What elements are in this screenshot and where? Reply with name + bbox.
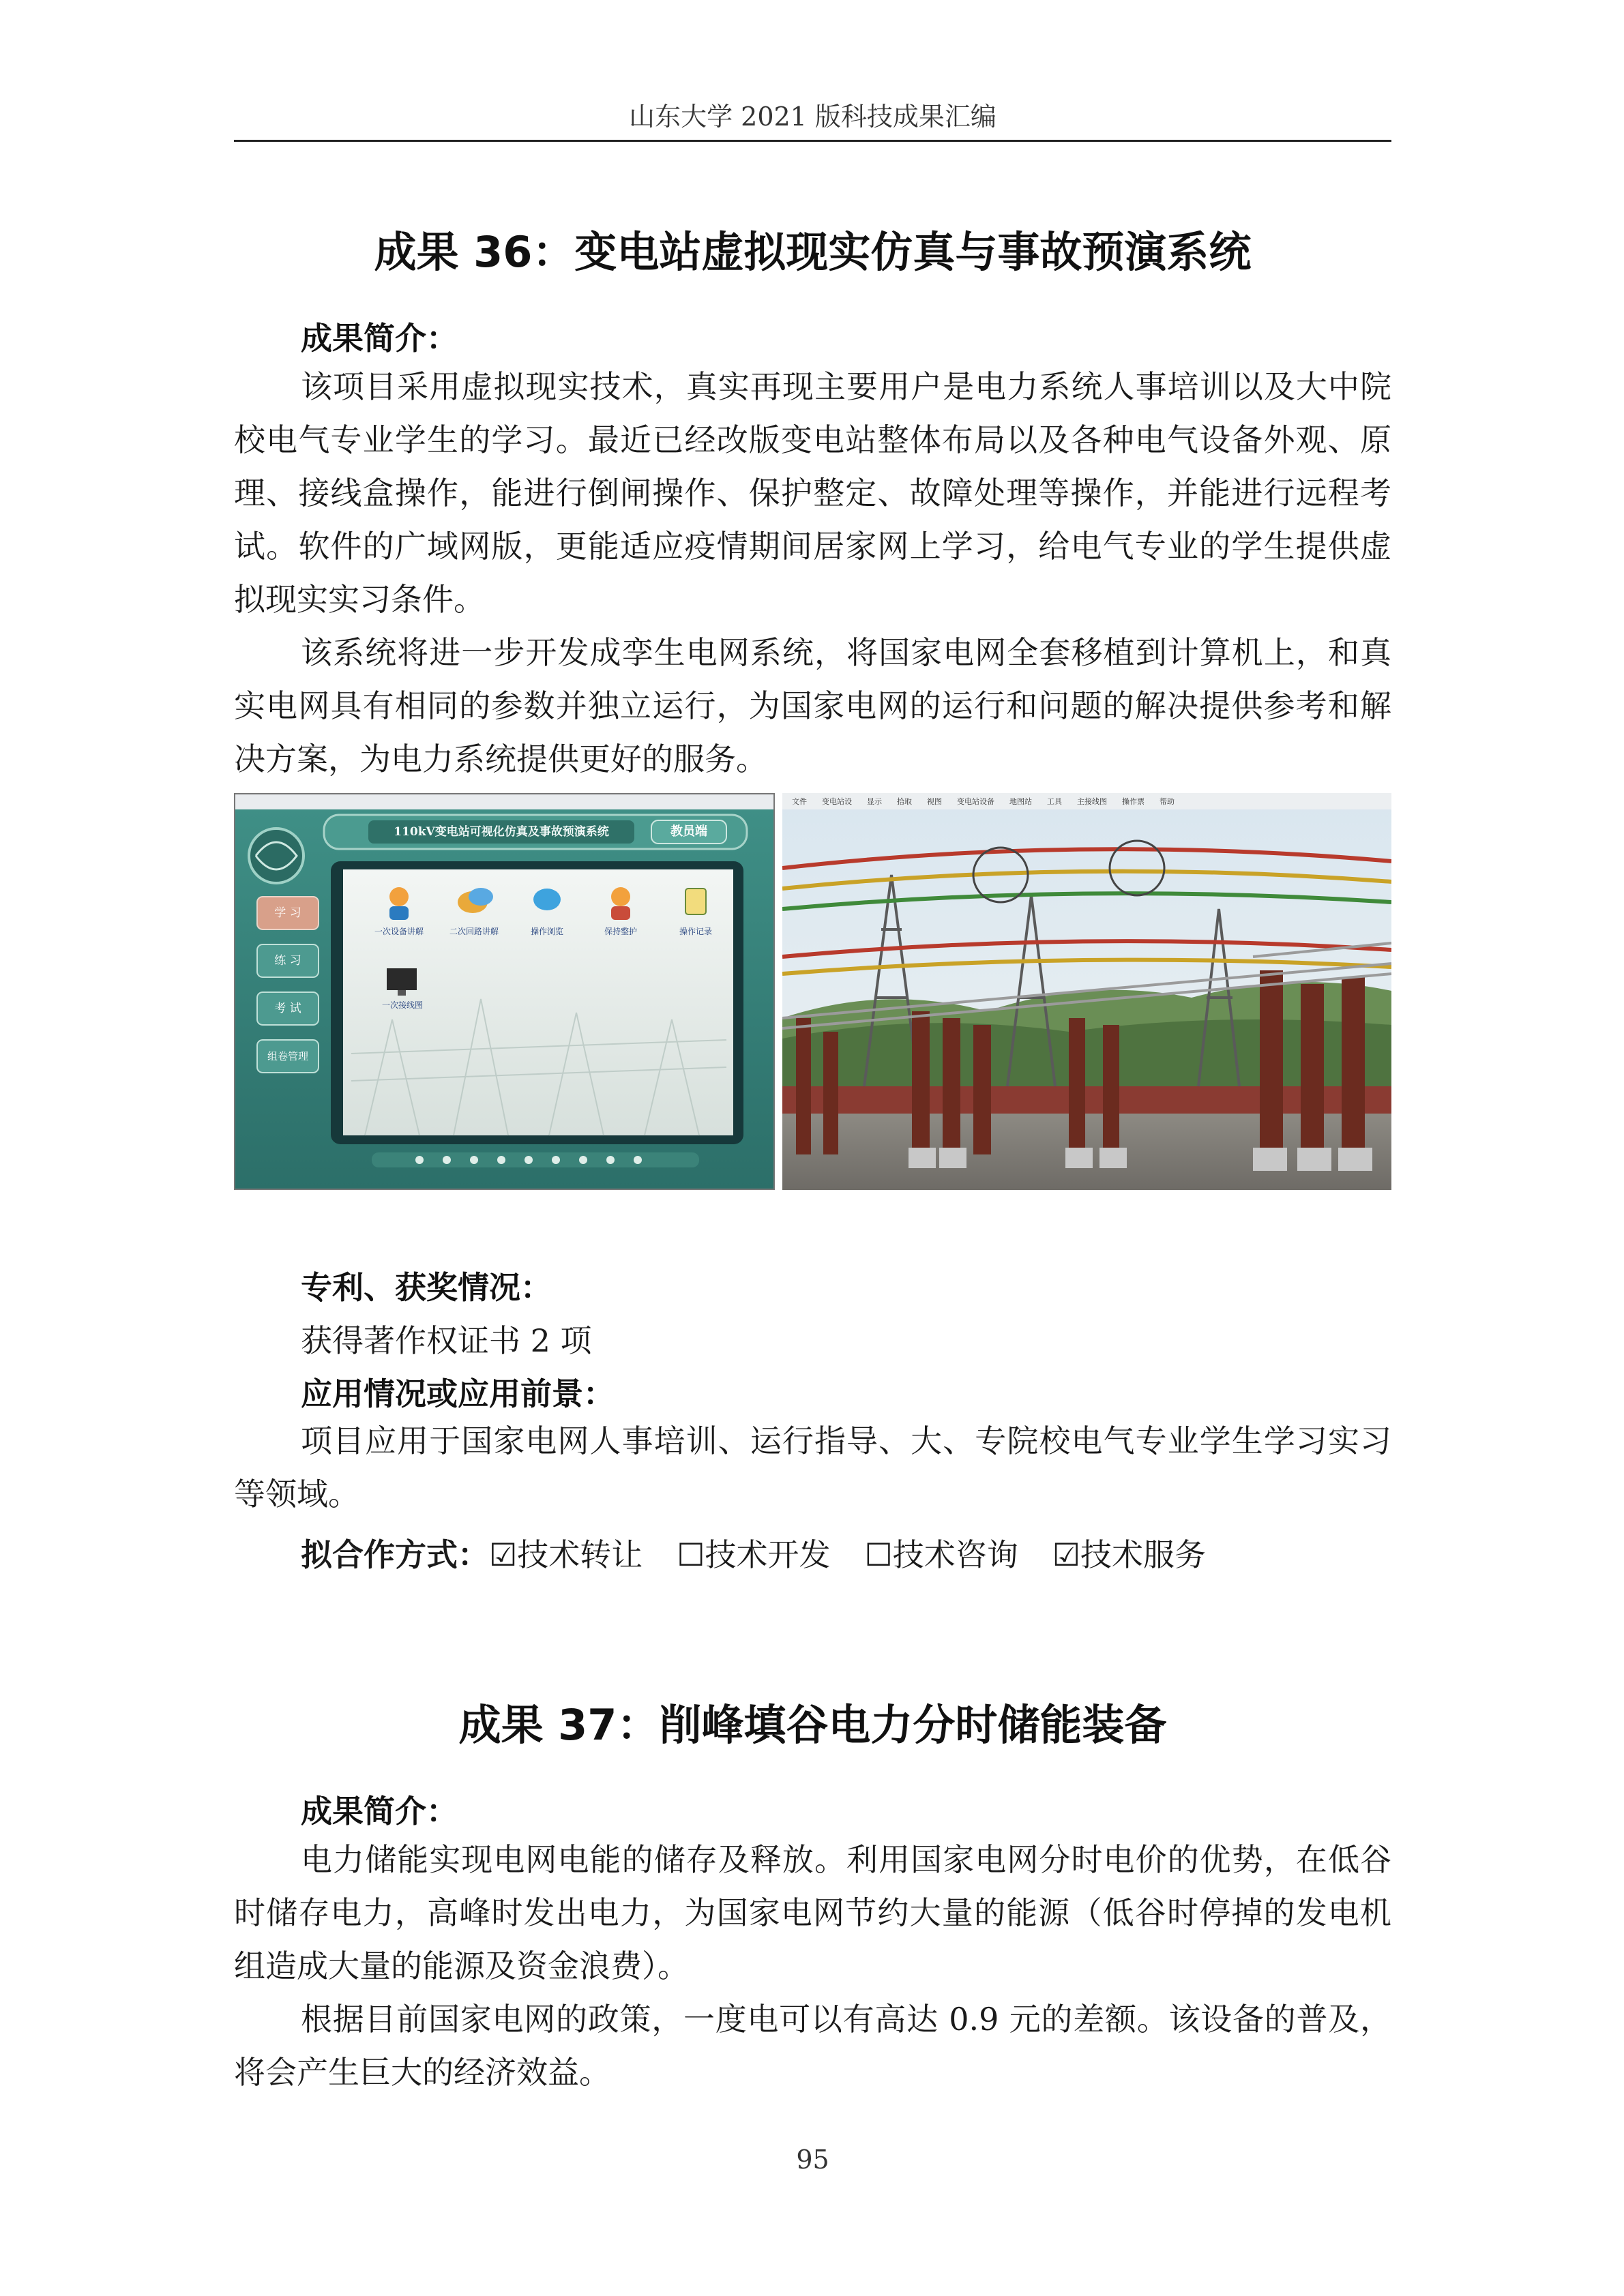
section-37-paragraph-1: 电力储能实现电网电能的储存及释放。利用国家电网分时电价的优势，在低谷时储存电力，高峰时发出电力，为国家电网节约大量的能源（低谷时停掉的发电机组造成大量的能源及资金浪费）。 (234, 1841, 1391, 1984)
icon-label-operation-browse[interactable]: 操作浏览 (530, 927, 563, 936)
page-number: 95 (796, 2145, 829, 2175)
substation-3d-drawing (782, 793, 1391, 1190)
patent-text: 获得著作权证书 2 项 (301, 1322, 592, 1359)
role-button[interactable]: 教员端 (670, 824, 707, 839)
section-37-intro-label: 成果简介： (301, 1793, 458, 1830)
checkbox-icon[interactable]: ☐ (864, 1536, 893, 1573)
menu-item[interactable]: 显示 (867, 797, 882, 806)
icon-label-secondary-circuit[interactable]: 二次回路讲解 (449, 927, 499, 936)
checkbox-icon[interactable]: ☑ (489, 1536, 518, 1573)
side-button-study[interactable]: 学 习 (274, 906, 301, 920)
side-button-paper-management[interactable]: 组卷管理 (267, 1050, 308, 1062)
menu-item[interactable]: 操作票 (1122, 797, 1145, 806)
software-screenshot-drawing (235, 794, 773, 1189)
menu-item[interactable]: 变电站设备 (957, 797, 994, 806)
icon-label-operation-record[interactable]: 操作记录 (679, 927, 712, 936)
side-button-practice[interactable]: 练 习 (274, 954, 301, 968)
section-36-title: 成果 36：变电站虚拟现实仿真与事故预演系统 (374, 227, 1252, 277)
patent-label: 专利、获奖情况： (301, 1269, 552, 1306)
menu-item[interactable]: 文件 (792, 797, 807, 806)
menu-item[interactable]: 拾取 (897, 797, 912, 806)
cooperation-row (301, 1530, 1206, 1575)
cooperation-option-service[interactable]: ☑技术服务 (1052, 1536, 1206, 1573)
menu-item[interactable]: 工具 (1047, 797, 1062, 806)
application-label: 应用情况或应用前景： (301, 1375, 615, 1412)
section-37-title: 成果 37：削峰填谷电力分时储能装备 (458, 1700, 1167, 1750)
section-36-intro-label: 成果简介： (301, 320, 458, 357)
render-menu-bar (782, 793, 1391, 809)
checkbox-icon[interactable]: ☐ (677, 1536, 705, 1573)
menu-item[interactable]: 主接线图 (1077, 797, 1107, 806)
cooperation-label: 拟合作方式： (301, 1536, 489, 1573)
substation-3d-figure (782, 793, 1391, 1190)
cooperation-option-transfer[interactable]: ☑技术转让 (489, 1536, 643, 1573)
app-window-title: 110kV变电站可视化仿真及事故预演系统 (394, 825, 609, 839)
menu-item[interactable]: 地图站 (1009, 797, 1032, 806)
section-36-paragraph-2: 该系统将进一步开发成孪生电网系统，将国家电网全套移植到计算机上，和真实电网具有相同的参数并独立运行，为国家电网的运行和问题的解决提供参考和解决方案，为电力系统提供更好的服务。 (234, 634, 1391, 777)
application-text: 项目应用于国家电网人事培训、运行指导、大、专院校电气专业学生学习实习等领域。 (234, 1422, 1391, 1512)
section-37-paragraph-2: 根据目前国家电网的政策，一度电可以有高达 0.9 元的差额。该设备的普及，将会产生巨大的经济效益。 (234, 2001, 1391, 2091)
header-rule (234, 140, 1391, 142)
menu-item[interactable]: 帮助 (1160, 797, 1175, 806)
side-button-exam[interactable]: 考 试 (274, 1002, 301, 1015)
menu-item[interactable]: 变电站设 (822, 797, 852, 806)
checkbox-icon[interactable]: ☑ (1052, 1536, 1080, 1573)
page-header: 山东大学 2021 版科技成果汇编 (629, 102, 996, 132)
section-36-paragraph-1: 该项目采用虚拟现实技术，真实再现主要用户是电力系统人事培训以及大中院校电气专业学生的学习。最近已经改版变电站整体布局以及各种电气设备外观、原理、接线盒操作，能进行倒闸操作、保护整定、故障处理等操作，并能进行远程考试。软件的广域网版，更能适应疫情期间居家网上学习，给电气专业的学生提供虚拟现实实习条件。 (234, 368, 1391, 618)
cooperation-option-development[interactable]: ☐技术开发 (677, 1536, 831, 1573)
menu-item[interactable]: 视图 (927, 797, 942, 806)
software-screenshot-figure (234, 793, 775, 1190)
cooperation-option-consulting[interactable]: ☐技术咨询 (864, 1536, 1018, 1573)
icon-label-wiring-diagram[interactable]: 一次接线图 (381, 1000, 423, 1010)
icon-label-primary-equipment[interactable]: 一次设备讲解 (374, 927, 424, 936)
icon-label-maintenance[interactable]: 保持整护 (604, 927, 637, 936)
